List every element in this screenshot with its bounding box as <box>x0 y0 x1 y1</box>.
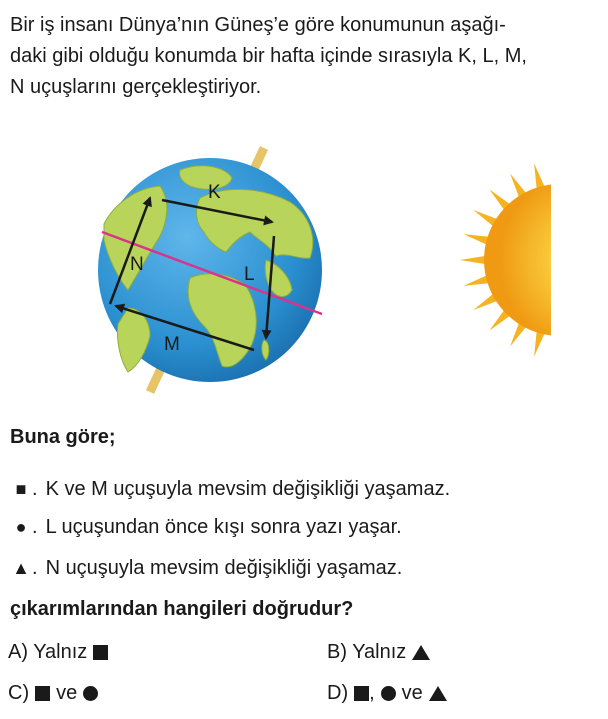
option-b[interactable] <box>327 641 430 664</box>
option-a[interactable] <box>8 641 108 664</box>
option-d-comma: , <box>369 682 375 704</box>
sun-ray <box>555 160 565 190</box>
option-c-joiner: ve <box>56 682 78 704</box>
statement-text: L uçuşundan önce kışı sonra yazı yaşar. <box>45 516 402 538</box>
option-d-joiner: ve <box>401 682 423 704</box>
square-symbol: ■ <box>15 479 27 499</box>
label-n: N <box>130 254 144 275</box>
sun-ray <box>591 173 608 202</box>
square-icon <box>354 686 369 701</box>
option-c-label: C) <box>8 682 30 704</box>
statement-dot: . <box>32 478 38 500</box>
intro-line-1: Bir iş insanı Dünya’nın Güneş’e göre konumunun aşağı- <box>10 14 506 36</box>
label-l: L <box>244 264 255 285</box>
statement-text: N uçuşuyla mevsim değişikliği yaşamaz. <box>45 557 403 579</box>
option-b-label: B) Yalnız <box>327 641 407 663</box>
triangle-symbol: ▲ <box>12 558 30 578</box>
statement-text: K ve M uçuşuyla mevsim değişikliği yaşamaz. <box>45 478 451 500</box>
circle-icon <box>381 686 396 701</box>
triangle-icon <box>429 686 447 701</box>
earth-sun-illustration <box>0 140 608 400</box>
earth-sun-figure <box>0 140 608 400</box>
sun-illustration <box>460 160 608 360</box>
statement-dot: . <box>32 557 38 579</box>
option-d[interactable] <box>327 682 447 705</box>
heading: Buna göre; <box>10 426 116 448</box>
option-d-label: D) <box>327 682 349 704</box>
circle-symbol: ● <box>15 517 27 537</box>
circle-icon <box>83 686 98 701</box>
square-icon <box>35 686 50 701</box>
option-a-label: A) Yalnız <box>8 641 88 663</box>
statement-circle <box>10 516 402 539</box>
square-icon <box>93 645 108 660</box>
sun-ray <box>573 163 586 193</box>
sun-ray <box>591 318 608 347</box>
intro-line-3: N uçuşlarını gerçekleştiriyor. <box>10 76 262 98</box>
sun-ray <box>555 330 565 360</box>
label-m: M <box>164 334 180 355</box>
intro-line-2: daki gibi olduğu konumda bir hafta içinde sırasıyla K, L, M, <box>10 45 527 67</box>
question-prompt: çıkarımlarından hangileri doğrudur? <box>10 598 354 620</box>
option-c[interactable] <box>8 682 98 705</box>
statement-dot: . <box>32 516 38 538</box>
intro-text <box>10 10 602 103</box>
statement-triangle <box>10 557 402 580</box>
statement-square <box>10 478 450 501</box>
sun-ray <box>573 326 586 356</box>
label-k: K <box>208 182 221 203</box>
triangle-icon <box>412 645 430 660</box>
